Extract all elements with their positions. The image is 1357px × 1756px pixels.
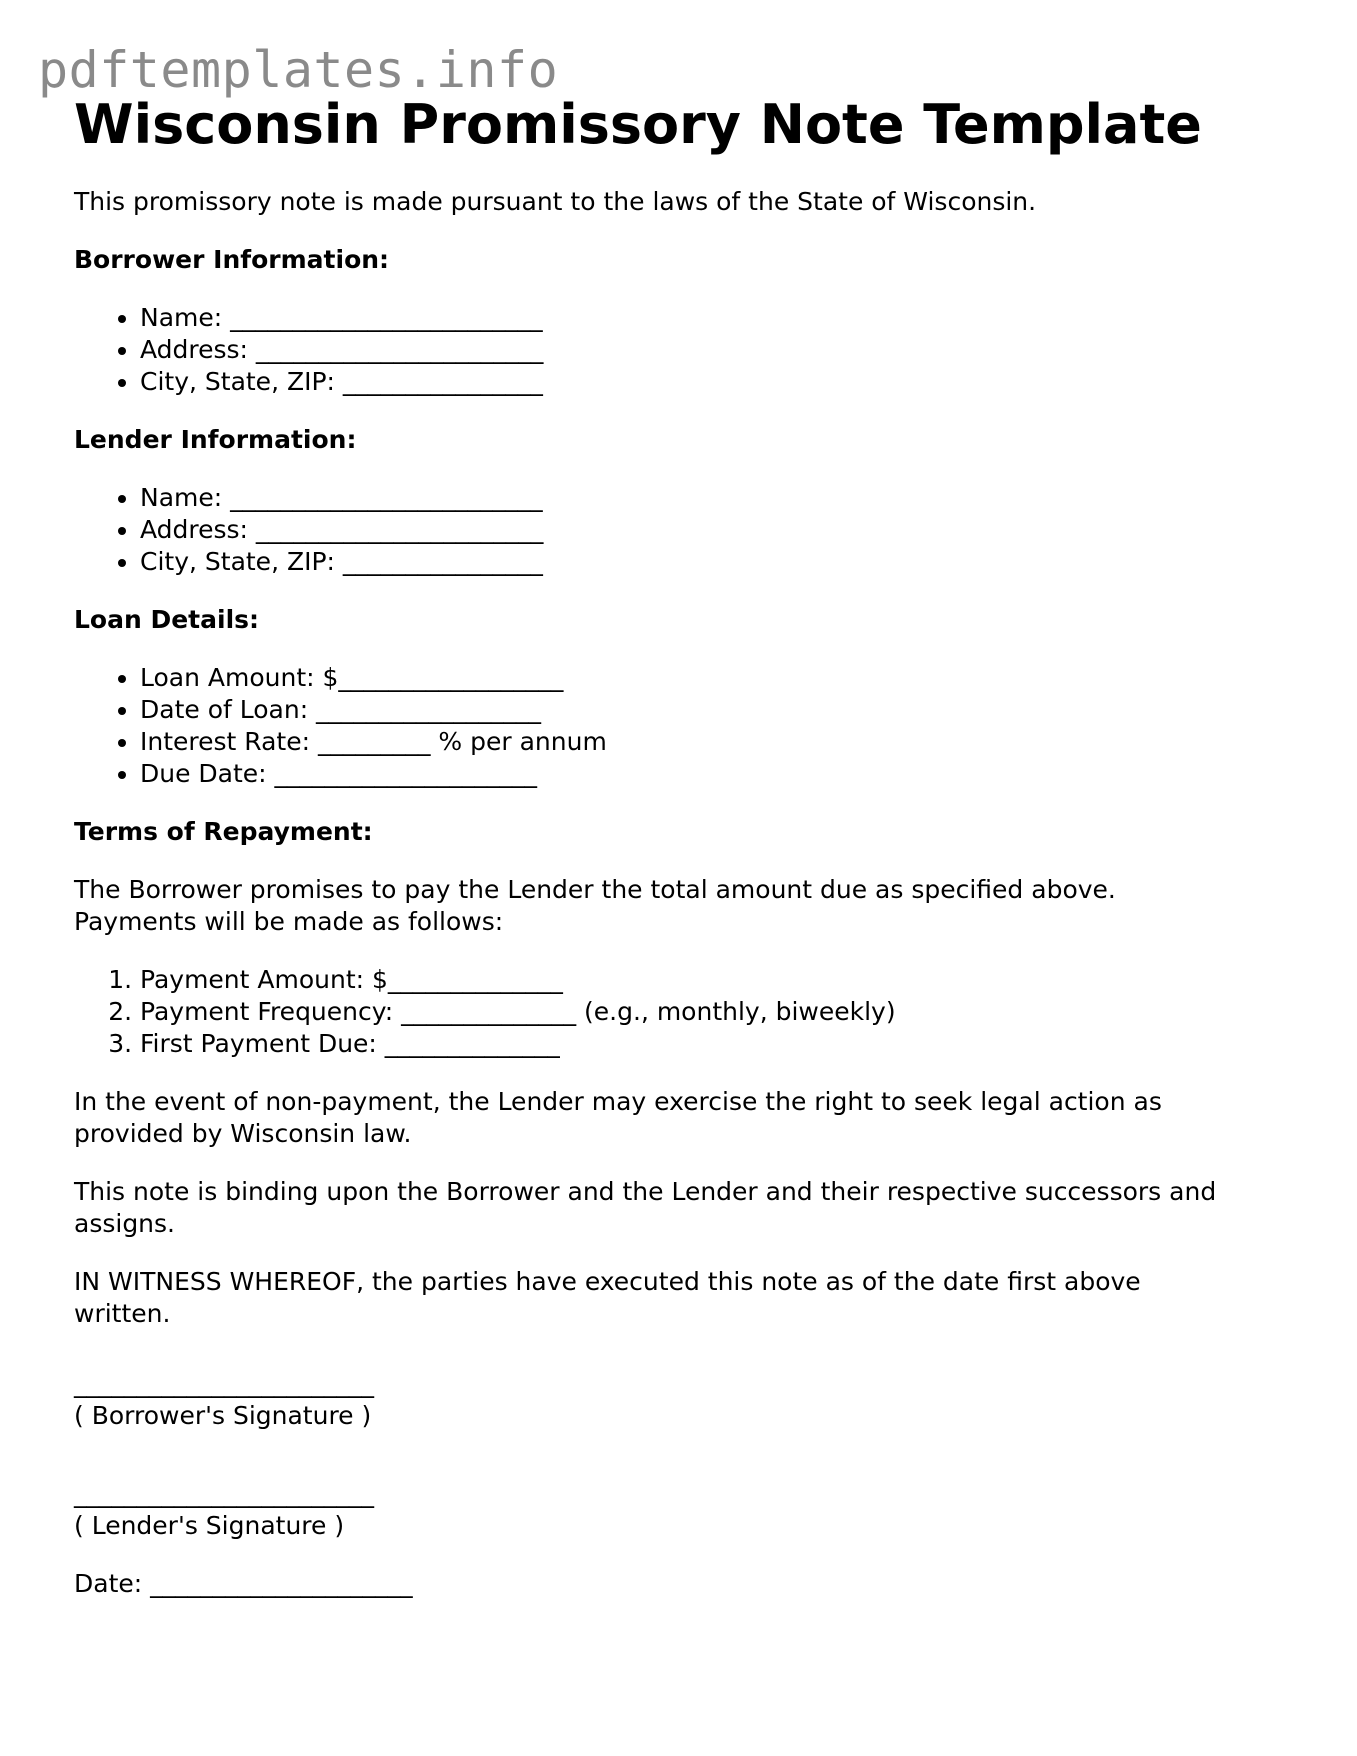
lender-name-item: • Name: _________________________	[140, 482, 1274, 514]
nonpayment-paragraph: In the event of non-payment, the Lender may exercise the right to seek legal action as provided by Wisconsin law.	[74, 1087, 1162, 1148]
watermark: pdftemplates.info	[38, 41, 559, 99]
borrower-city-item: • City, State, ZIP: ________________	[140, 366, 1274, 398]
loan-heading: Loan Details:	[74, 605, 260, 634]
first-payment-item: 3. First Payment Due: ______________	[140, 1028, 1274, 1060]
witness-paragraph: IN WITNESS WHEREOF, the parties have executed this note as of the date first above written.	[74, 1267, 1141, 1328]
due-date-item: • Due Date: _____________________	[140, 758, 1274, 790]
payment-frequency-item: 2. Payment Frequency: ______________ (e.g., monthly, biweekly)	[140, 996, 1274, 1028]
borrower-signature-block	[74, 1368, 1274, 1432]
repayment-paragraph: The Borrower promises to pay the Lender the total amount due as specified above. Payments will be made as follows:	[74, 875, 1116, 936]
lender-list	[74, 482, 1274, 578]
date-line: Date: _____________________	[74, 1569, 413, 1598]
lender-signature-line: ________________________	[74, 1479, 374, 1508]
interest-rate-item: • Interest Rate: _________ % per annum	[140, 726, 1274, 758]
borrower-address-item: • Address: _______________________	[140, 334, 1274, 366]
lender-signature-block	[74, 1478, 1274, 1542]
binding-paragraph: This note is binding upon the Borrower and the Lender and their respective successors and assigns.	[74, 1177, 1217, 1238]
lender-address-item: • Address: _______________________	[140, 514, 1274, 546]
borrower-list	[74, 302, 1274, 398]
loan-date-item: • Date of Loan: __________________	[140, 694, 1274, 726]
lender-city-item: • City, State, ZIP: ________________	[140, 546, 1274, 578]
document-page	[74, 92, 1274, 1600]
document-title: Wisconsin Promissory Note Template	[74, 93, 1202, 156]
loan-list	[74, 662, 1274, 790]
lender-heading: Lender Information:	[74, 425, 357, 454]
loan-amount-item: • Loan Amount: $__________________	[140, 662, 1274, 694]
intro-paragraph: This promissory note is made pursuant to the laws of the State of Wisconsin.	[74, 187, 1037, 216]
borrower-signature-line: ________________________	[74, 1369, 374, 1398]
lender-signature-label: ( Lender's Signature )	[74, 1511, 345, 1540]
borrower-heading: Borrower Information:	[74, 245, 390, 274]
repayment-heading: Terms of Repayment:	[74, 817, 373, 846]
borrower-signature-label: ( Borrower's Signature )	[74, 1401, 372, 1430]
repayment-list	[74, 964, 1274, 1060]
payment-amount-item: 1. Payment Amount: $______________	[140, 964, 1274, 996]
borrower-name-item: • Name: _________________________	[140, 302, 1274, 334]
